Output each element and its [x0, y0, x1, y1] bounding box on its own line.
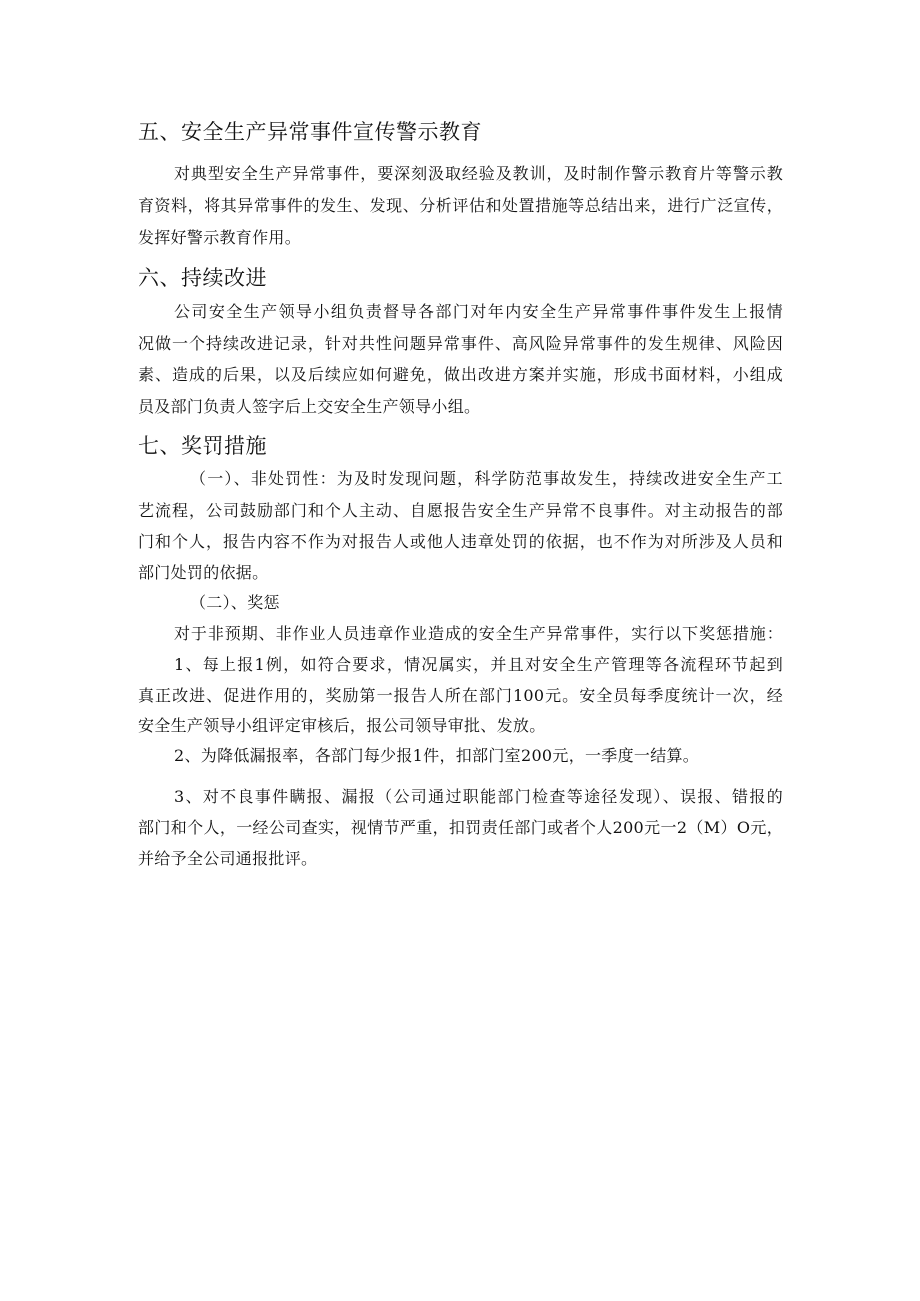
paragraph-line: 对于非预期、非作业人员违章作业造成的安全生产异常事件，实行以下奖惩措施： [174, 624, 783, 643]
paragraph-line: 部门和个人，一经公司查实，视情节严重，扣罚责任部门或者个人200元一2（M）O元， [138, 818, 783, 837]
paragraph-line: 素、造成的后果，以及后续应如何避免，做出改进方案并实施，形成书面材料，小组成 [138, 365, 783, 384]
paragraph-line: 艺流程，公司鼓励部门和个人主动、自愿报告安全生产异常不良事件。对主动报告的部 [138, 501, 783, 520]
paragraph-line: 公司安全生产领导小组负责督导各部门对年内安全生产异常事件事件发生上报情 [174, 302, 783, 321]
subsection-heading: （二）、奖惩 [190, 593, 280, 612]
paragraph-line: 门和个人，报告内容不作为对报告人或他人违章处罚的依据，也不作为对所涉及人员和 [138, 532, 783, 551]
paragraph-line: （一）、非处罚性：为及时发现问题，科学防范事故发生，持续改进安全生产工 [190, 469, 783, 488]
paragraph-line: 员及部门负责人签字后上交安全生产领导小组。 [138, 397, 481, 416]
section-heading-6: 六、持续改进 [138, 266, 267, 290]
paragraph-line: 2、为降低漏报率，各部门每少报1件，扣部门室200元，一季度一结算。 [174, 746, 700, 765]
paragraph-line: 安全生产领导小组评定审核后，报公司领导审批、发放。 [138, 716, 546, 735]
paragraph-line: 部门处罚的依据。 [138, 563, 269, 582]
paragraph-line: 对典型安全生产异常事件，要深刻汲取经验及教训，及时制作警示教育片等警示教 [174, 164, 783, 183]
paragraph-line: 发挥好警示教育作用。 [138, 228, 302, 247]
paragraph-line: 真正改进、促进作用的，奖励第一报告人所在部门100元。安全员每季度统计一次，经 [138, 686, 783, 705]
section-heading-7: 七、奖罚措施 [138, 434, 267, 458]
section-heading-5: 五、安全生产异常事件宣传警示教育 [138, 120, 482, 144]
paragraph-line: 况做一个持续改进记录，针对共性问题异常事件、高风险异常事件的发生规律、风险因 [138, 334, 783, 353]
paragraph-line: 并给予全公司通报批评。 [138, 849, 318, 868]
paragraph-line: 1、每上报1例，如符合要求，情况属实，并且对安全生产管理等各流程环节起到 [174, 655, 783, 674]
paragraph-line: 3、对不良事件瞒报、漏报（公司通过职能部门检查等途径发现）、误报、错报的 [174, 787, 783, 806]
paragraph-line: 育资料，将其异常事件的发生、发现、分析评估和处置措施等总结出来，进行广泛宣传， [138, 196, 783, 215]
